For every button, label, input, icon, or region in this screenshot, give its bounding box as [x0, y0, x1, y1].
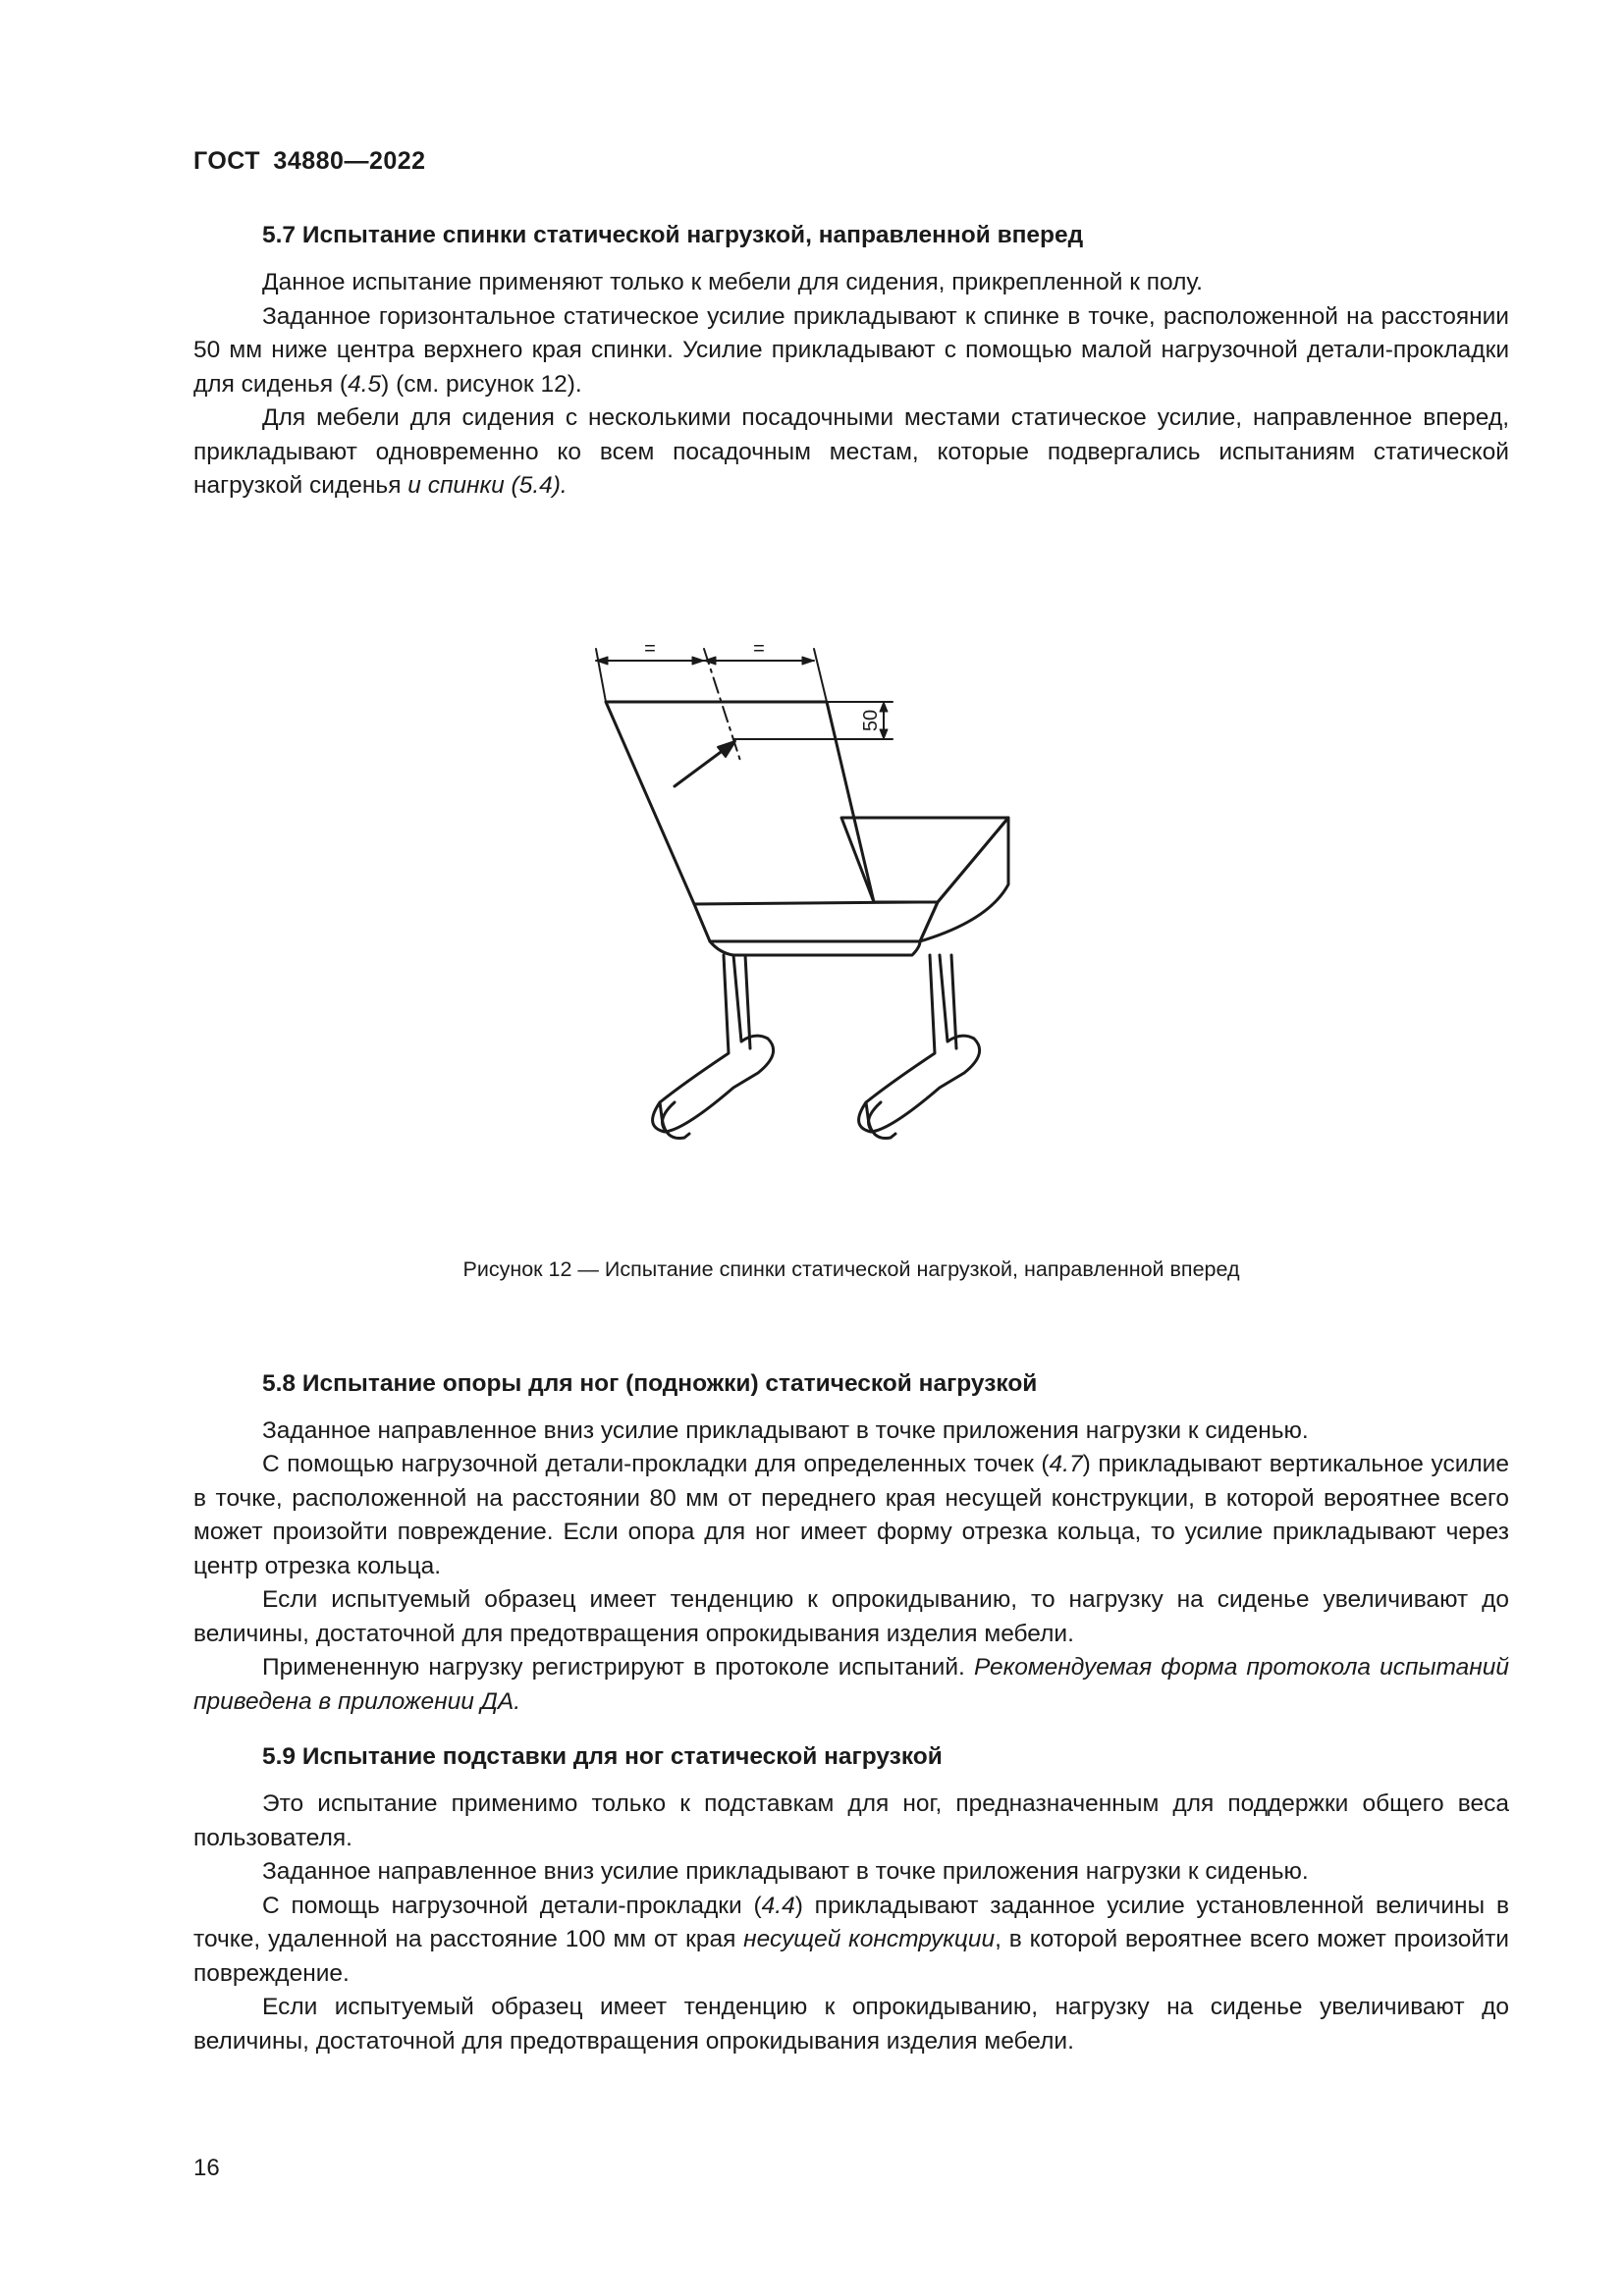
dim-ext-right [814, 649, 827, 702]
clause-reference: 4.4 [761, 1892, 795, 1919]
text-run: Заданное горизонтальное статическое усилие прикладывают к спинке в точке, расположенной на расстоянии 50 мм ниже центра верхнего края спинки. Усилие прикладывают с помощью малой нагрузочной детали-прокладки для сиденья ( [193, 302, 1509, 398]
paragraph: Если испытуемый образец имеет тенденцию к опрокидыванию, то нагрузку на сиденье увеличивают до величины, достаточной для предотвращения опрокидывания изделия мебели. [193, 1586, 1509, 1647]
text-run: ) (см. рисунок 12). [381, 370, 582, 398]
figure-12 [193, 523, 1509, 1367]
dim-label-equal-left: = [644, 637, 656, 660]
backrest-edge [694, 902, 920, 904]
text-run: С помощью нагрузочной детали-прокладки для определенных точек ( [262, 1451, 1050, 1477]
section-5-7 [193, 219, 1509, 504]
standard-code: ГОСТ 34880—2022 [193, 147, 426, 175]
seat-top [841, 818, 1008, 902]
paragraph [193, 1651, 1509, 1719]
paragraph: Это испытание применимо только к подставкам для ног, предназначенным для поддержки общего веса пользователя. [193, 1790, 1509, 1851]
section-title: 5.9 Испытание подставки для ног статической нагрузкой [262, 1743, 943, 1770]
clause-reference: 4.7 [1049, 1451, 1083, 1477]
seat-front [920, 818, 1008, 941]
section-5-9 [193, 1740, 1509, 2058]
paragraph: Заданное направленное вниз усилие прикладывают в точке приложения нагрузки к сиденью. [262, 1858, 1309, 1885]
left-leg-inner [745, 955, 750, 1048]
paragraph [193, 401, 1509, 504]
paragraph [193, 300, 1509, 402]
italic-text: Рекомендуемая форма протокола испытаний приведена в приложении ДА. [193, 1654, 1509, 1715]
figure-caption: Рисунок 12 — Испытание спинки статической нагрузкой, направленной вперед [462, 1256, 1240, 1281]
text-run: Примененную нагрузку регистрируют в протоколе испытаний. [262, 1654, 974, 1681]
right-leg-inner [951, 955, 956, 1048]
section-title: 5.7 Испытание спинки статической нагрузкой, направленной вперед [262, 222, 1084, 248]
paragraph: Если испытуемый образец имеет тенденцию к опрокидыванию, нагрузку на сиденье увеличивают до величины, достаточной для предотвращения опрокидывания изделия мебели. [193, 1994, 1509, 2055]
text-run: ) прикладывают вертикальное усилие в точке, расположенной на расстоянии 80 мм от переднего края несущей конструкции, в которой вероятнее всего может произойти повреждение. Если опора для ног имеет форму отрезка кольца, то усилие прикладывают через центр отрезка кольца. [193, 1451, 1509, 1579]
paragraph: Заданное направленное вниз усилие прикладывают в точке приложения нагрузки к сиденью. [262, 1416, 1309, 1444]
text-run: ) прикладывают заданное усилие установленной величины в точке, удаленной на расстояние 100 мм от края [193, 1892, 1509, 1952]
backrest-panel [606, 702, 938, 941]
dim-label-equal-right: = [753, 637, 765, 660]
paragraph: Данное испытание применяют только к мебели для сидения, прикрепленной к полу. [262, 269, 1203, 295]
dim-ext-left [596, 649, 606, 702]
paragraph [193, 1890, 1509, 1992]
seat-lower-rail [710, 941, 920, 955]
italic-text: несущей конструкции [743, 1926, 996, 1952]
chair-backrest-diagram [527, 553, 1156, 1240]
clause-reference: 4.5 [348, 370, 382, 398]
section-title: 5.8 Испытание опоры для ног (подножки) статической нагрузкой [262, 1369, 1038, 1397]
page-header [193, 147, 426, 176]
force-arrowhead [718, 741, 735, 757]
italic-text: и спинки (5.4). [407, 472, 568, 499]
section-5-8 [193, 1367, 1509, 1720]
dim-label-50: 50 [860, 709, 882, 731]
text-run: С помощь нагрузочной детали-прокладки ( [262, 1892, 762, 1919]
page-number: 16 [193, 2155, 220, 2181]
text-run: , в которой вероятнее всего может произойти повреждение. [193, 1926, 1509, 1987]
text-run: Для мебели для сидения с несколькими посадочными местами статическое усилие, направленное вперед, прикладывают одновременно ко всем посадочным местам, которые подвергались испытаниям статической нагрузкой сиденья [193, 404, 1509, 499]
page-content [193, 219, 1509, 2058]
paragraph [193, 1448, 1509, 1583]
